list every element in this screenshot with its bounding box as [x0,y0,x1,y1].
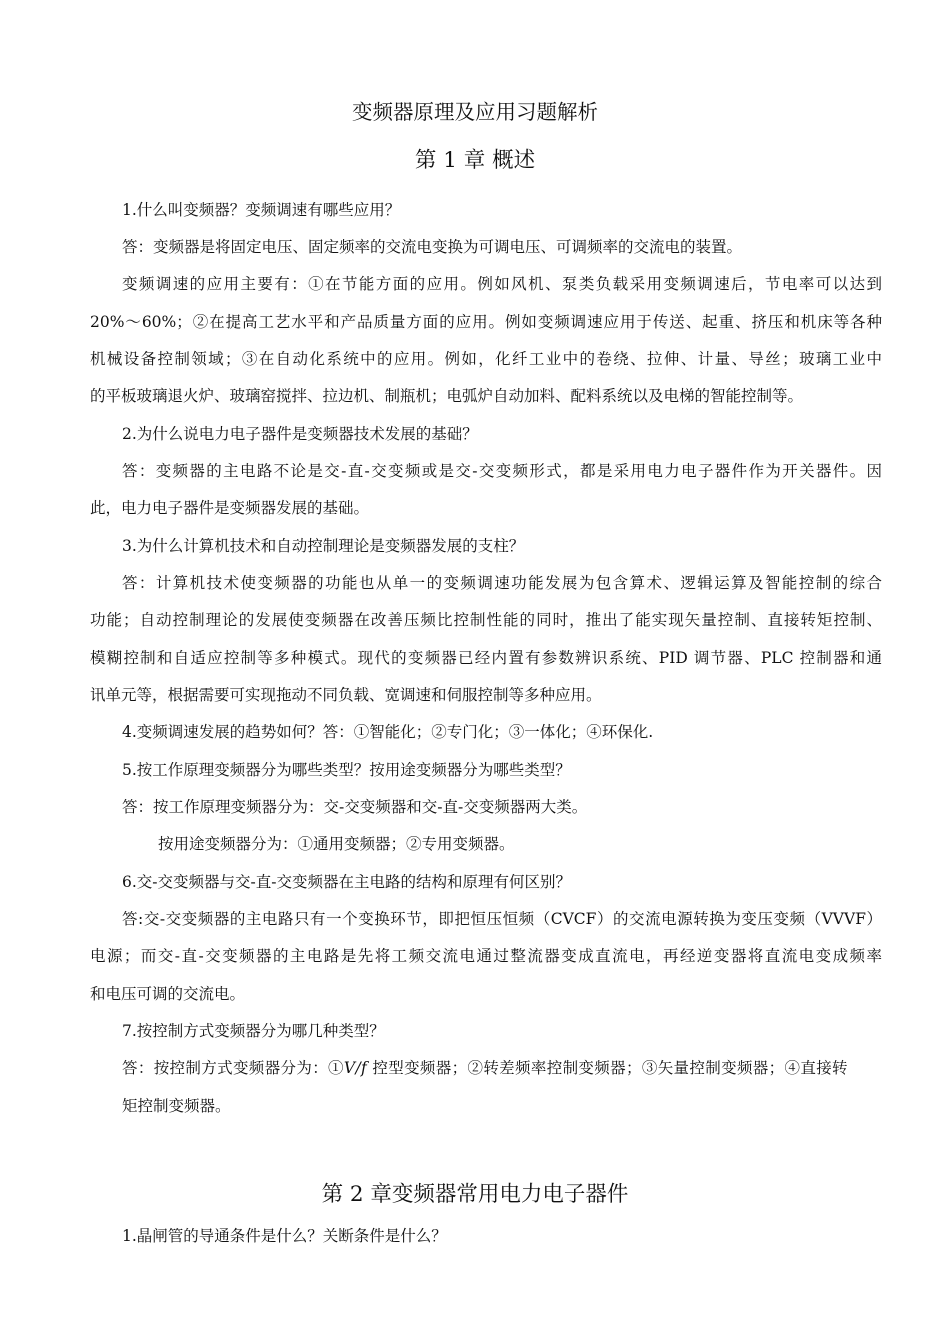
question-1-6: 6.交-交变频器与交-直-交变频器在主电路的结构和原理有何区别？ [122,873,572,891]
answer-1-1-line-3: 20%～60%；②在提高工艺水平和产品质量方面的应用。例如变频调速应用于传送、起重、挤压和机床等各种 [90,313,882,331]
answer-1-7-line-1-suffix: 控型变频器；②转差频率控制变频器；③矢量控制变频器；④直接转 [367,1059,848,1077]
answer-1-1-line-4: 机械设备控制领域；③在自动化系统中的应用。例如，化纤工业中的卷绕、拉伸、计量、导丝；玻璃工业中 [90,350,882,368]
question-1-1: 1.什么叫变频器？变频调速有哪些应用？ [122,201,401,219]
answer-1-3-line-1: 答：计算机技术使变频器的功能也从单一的变频调速功能发展为包含算术、逻辑运算及智能控制的综合 [122,574,882,592]
answer-1-6-line-1: 答:交-交变频器的主电路只有一个变换环节，即把恒压恒频（CVCF）的交流电源转换为变压变频（VVVF） [122,910,882,928]
answer-1-3-line-3: 模糊控制和自适应控制等多种模式。现代的变频器已经内置有参数辨识系统、PID 调节器、PLC 控制器和通 [90,649,882,667]
answer-1-5-line-1: 答：按工作原理变频器分为：交-交变频器和交-直-交变频器两大类。 [122,798,588,816]
answer-1-6-line-2: 电源；而交-直-交变频器的主电路是先将工频交流电通过整流器变成直流电，再经逆变器将直流电变成频率 [90,947,882,965]
answer-1-2-line-1: 答：变频器的主电路不论是交-直-交变频或是交-交变频形式，都是采用电力电子器件作为开关器件。因 [122,462,882,480]
question-1-2: 2.为什么说电力电子器件是变频器技术发展的基础？ [122,425,478,443]
answer-1-5-line-2: 按用途变频器分为：①通用变频器；②专用变频器。 [158,835,515,853]
answer-1-1-line-2: 变频调速的应用主要有：①在节能方面的应用。例如风机、泵类负载采用变频调速后，节电率可以达到 [122,275,882,293]
answer-1-7-line-1-prefix: 答：按控制方式变频器分为：① [122,1059,344,1077]
answer-1-7-line-1 [122,1056,882,1080]
question-1-5: 5.按工作原理变频器分为哪些类型？按用途变频器分为哪些类型？ [122,761,571,779]
answer-1-2-line-2: 此，电力电子器件是变频器发展的基础。 [90,499,370,517]
question-2-1: 1.晶闸管的导通条件是什么？关断条件是什么？ [122,1227,447,1245]
chapter-2-heading: 第 2 章变频器常用电力电子器件 [321,1182,629,1207]
answer-1-7-line-2: 矩控制变频器。 [122,1097,231,1115]
answer-1-6-line-3: 和电压可调的交流电。 [90,985,246,1003]
answer-1-1-line-5: 的平板玻璃退火炉、玻璃窑搅拌、拉边机、制瓶机；电弧炉自动加料、配料系统以及电梯的智能控制等。 [90,387,804,405]
document-title: 变频器原理及应用习题解析 [352,100,598,124]
question-1-4: 4.变频调速发展的趋势如何？答：①智能化；②专门化；③一体化；④环保化. [122,723,654,741]
answer-1-1-line-1: 答：变频器是将固定电压、固定频率的交流电变换为可调电压、可调频率的交流电的装置。 [122,238,743,256]
answer-1-3-line-2: 功能；自动控制理论的发展使变频器在改善压频比控制性能的同时，推出了能实现矢量控制、直接转矩控制、 [90,611,882,629]
chapter-1-heading: 第 1 章 概述 [414,148,536,173]
question-1-3: 3.为什么计算机技术和自动控制理论是变频器发展的支柱？ [122,537,525,555]
answer-1-3-line-4: 讯单元等，根据需要可实现拖动不同负载、宽调速和伺服控制等多种应用。 [90,686,602,704]
vf-term: V/f [343,1059,368,1077]
question-1-7: 7.按控制方式变频器分为哪几种类型？ [122,1022,385,1040]
